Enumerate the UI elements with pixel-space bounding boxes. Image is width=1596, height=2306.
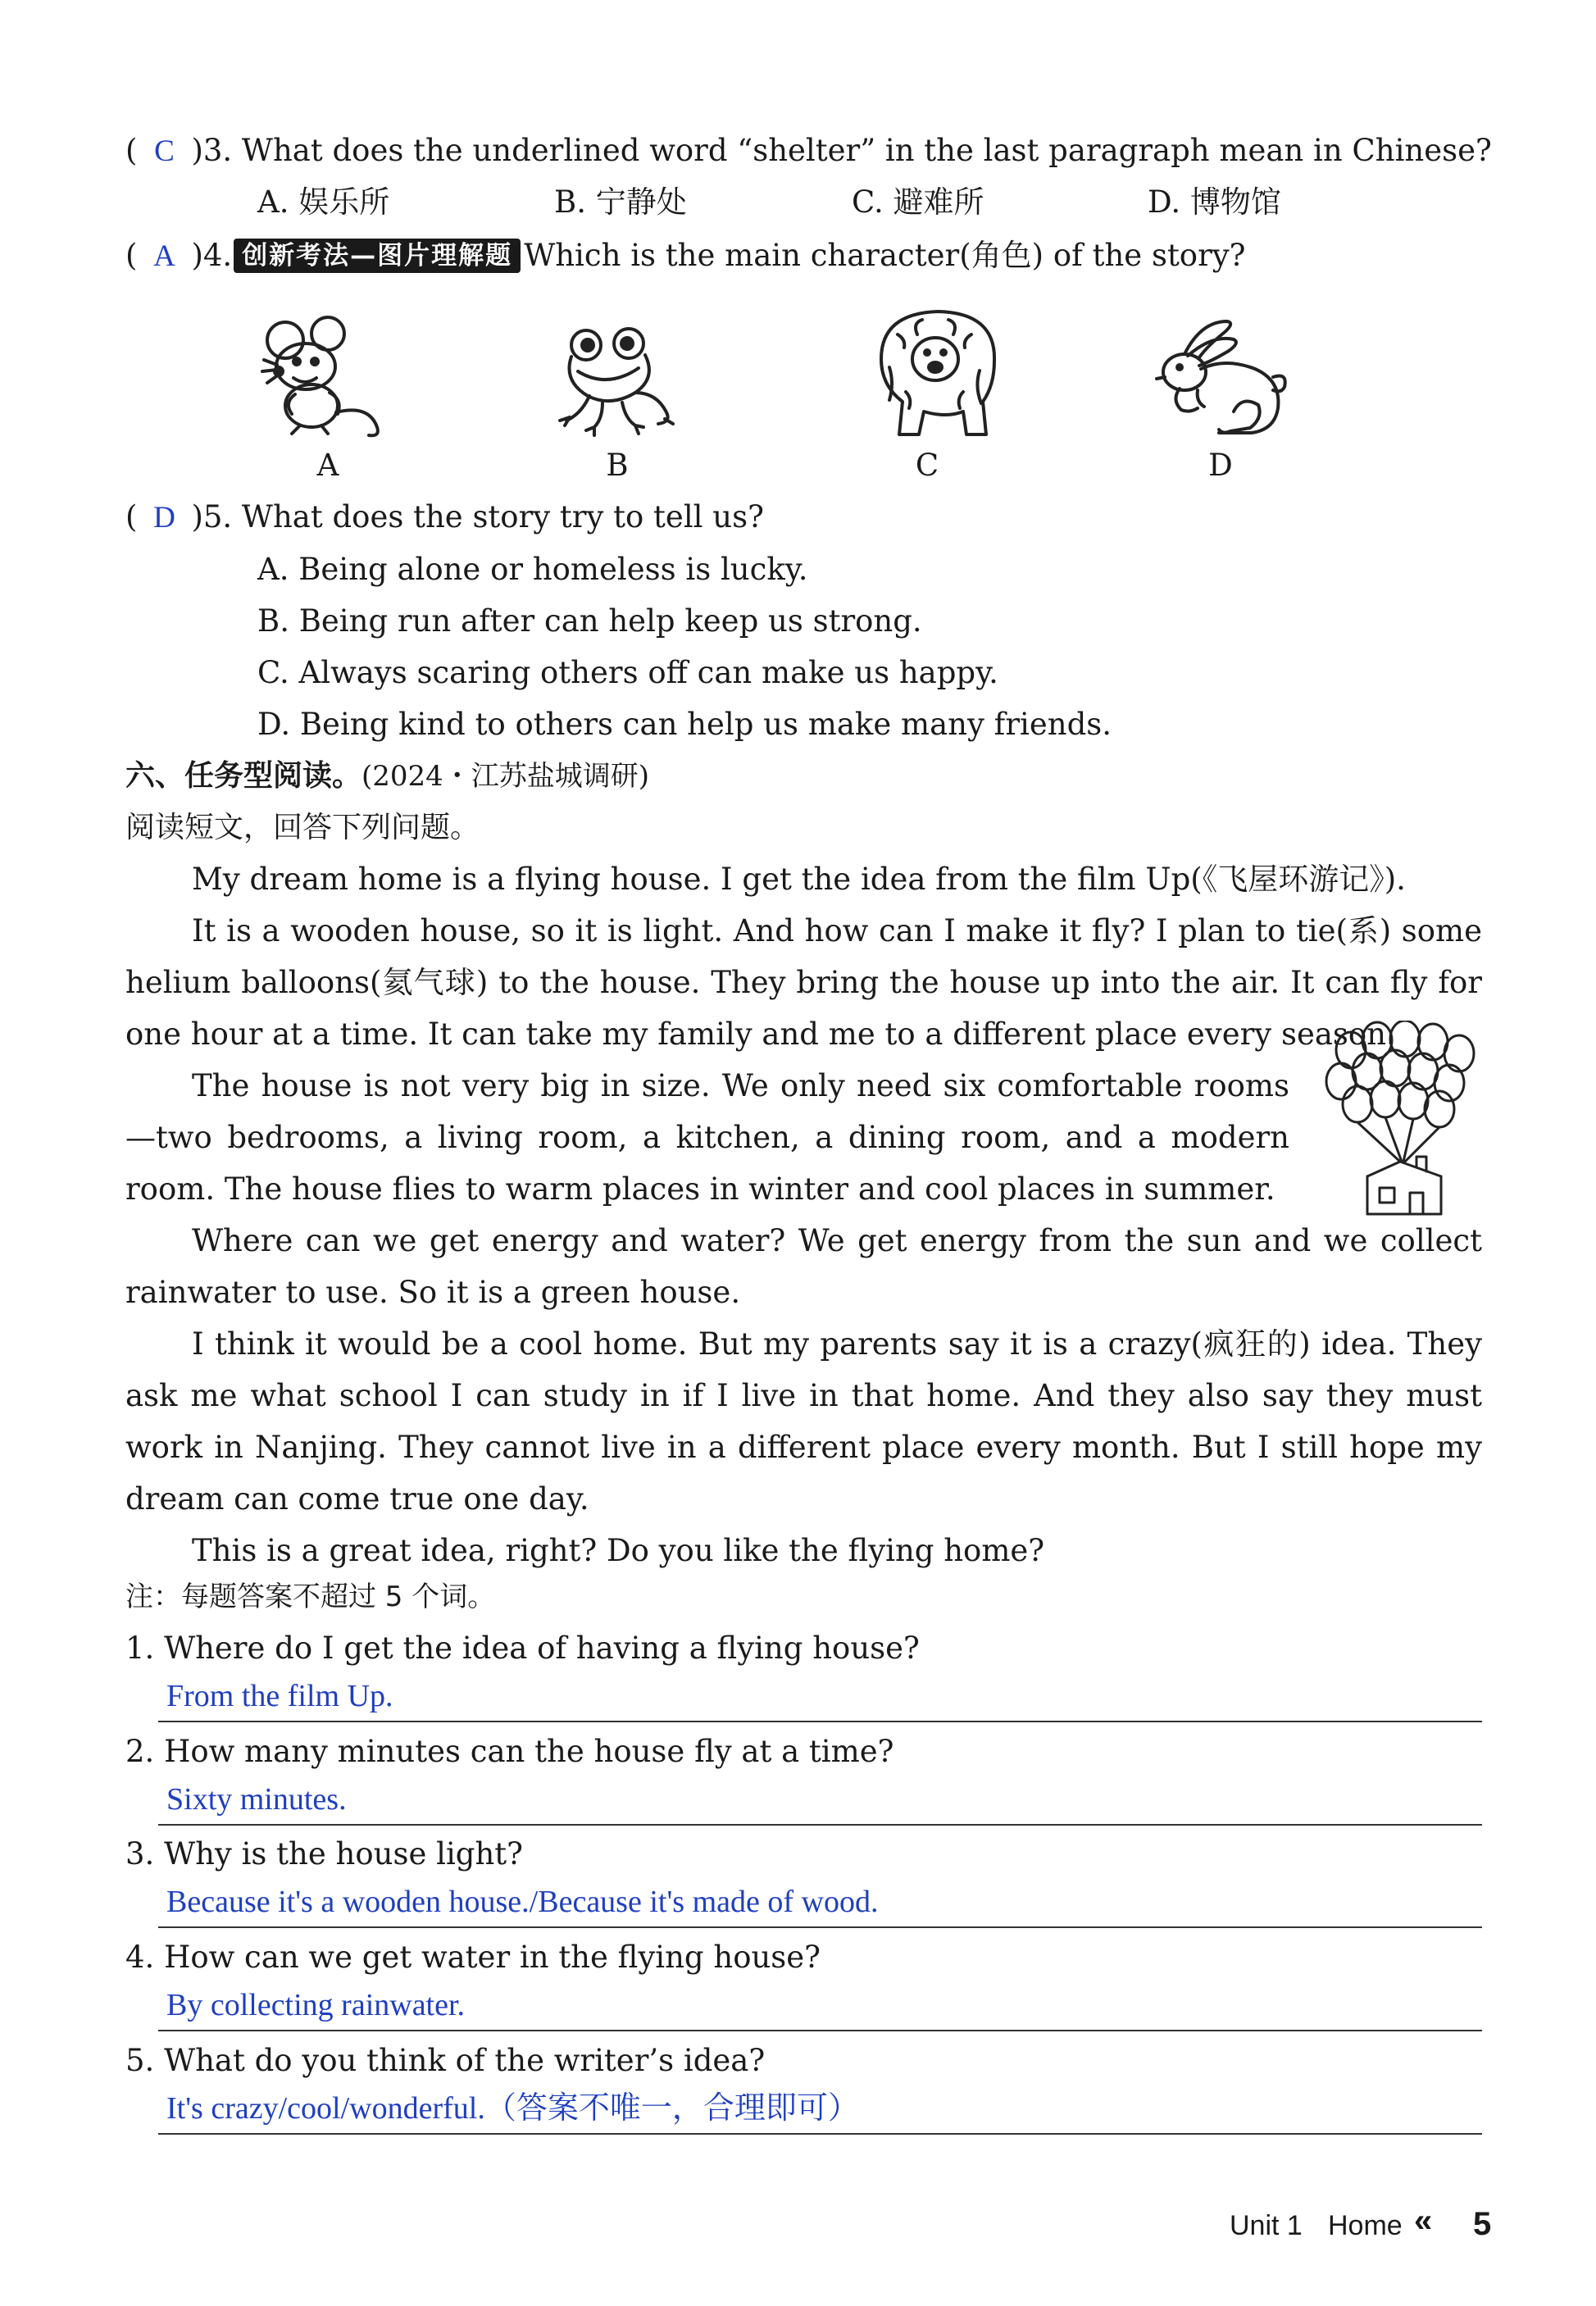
answer-line <box>158 2133 1482 2135</box>
footer-title: Home <box>1328 2210 1403 2241</box>
q3-option-c: C. 避难所 <box>852 184 984 220</box>
passage-paragraph-4: Where can we get energy and water? We get energy from the sun and we collect rainwater to use. So it is a green house. <box>125 1223 1482 1310</box>
q5-option-c: C. Always scaring others off can make us happy. <box>257 655 998 690</box>
passage-paragraph-3: The house is not very big in size. We only need six comfortable rooms—two bedrooms, a living room, a kitchen, a dining room, and a modern room. The house flies to warm places in winter and cool places in summer. <box>125 1068 1289 1207</box>
paren-open: ( <box>125 133 138 168</box>
answer-line <box>158 1721 1482 1722</box>
passage-paragraph-6: This is a great idea, right? Do you like the flying home? <box>192 1533 1045 1568</box>
task-question-1: 1. Where do I get the idea of having a flying house? <box>125 1631 920 1666</box>
question-5 <box>125 497 764 539</box>
bear-icon <box>865 302 1004 441</box>
task-answer-4: By collecting rainwater. <box>166 1988 466 2022</box>
task-answer-2: Sixty minutes. <box>166 1782 347 1817</box>
frog-icon <box>553 324 684 439</box>
passage-paragraph-1: My dream home is a flying house. I get the idea from the film Up(《飞屋环游记》). <box>192 862 1406 897</box>
task-question-3: 3. Why is the house light? <box>125 1836 523 1872</box>
q5-option-b: B. Being run after can help keep us strong. <box>257 603 922 639</box>
question-4-stem: Which is the main character(角色) of the story? <box>524 238 1246 273</box>
passage-paragraph-5: I think it would be a cool home. But my parents say it is a crazy(疯狂的) idea. They ask me what school I can study in if I live in that home. And they also say they must work in Nanjing. They cannot live in a different place every month. But I still hope my dream can come true one day. <box>125 1326 1482 1517</box>
task-question-2: 2. How many minutes can the house fly at a time? <box>125 1734 894 1769</box>
flying-house-icon <box>1318 1021 1490 1217</box>
answer-line <box>158 1824 1482 1826</box>
q5-option-d: D. Being kind to others can help us make many friends. <box>257 707 1112 742</box>
picture-label-b: B <box>606 448 629 483</box>
picture-label-c: C <box>915 448 939 483</box>
picture-label-d: D <box>1208 448 1233 483</box>
rabbit-icon <box>1152 320 1291 443</box>
answer-note: 注：每题答案不超过 5 个词。 <box>125 1581 496 1613</box>
footer-unit: Unit 1 <box>1230 2210 1303 2241</box>
answer-q4: A <box>153 239 175 273</box>
answer-line <box>158 1926 1482 1928</box>
task-answer-1: From the film Up. <box>166 1679 393 1713</box>
answer-q3: C <box>154 134 175 168</box>
picture-label-a: A <box>316 448 339 483</box>
answer-q5: D <box>153 501 175 534</box>
q3-option-b: B. 宁静处 <box>554 184 687 220</box>
paren-open: ( <box>125 499 138 534</box>
question-5-stem: )5. What does the story try to tell us? <box>191 499 764 534</box>
q3-option-a: A. 娱乐所 <box>257 184 390 220</box>
question-3 <box>125 130 1492 172</box>
paren-open: ( <box>125 238 138 273</box>
section-6-heading: 六、任务型阅读。 <box>125 759 362 793</box>
question-4-number: )4. <box>191 238 233 273</box>
section-6-source: (2024・江苏盐城调研) <box>361 760 650 793</box>
footer-arrows-icon: « <box>1414 2203 1433 2239</box>
question-4 <box>125 235 1246 277</box>
section-6-title <box>125 756 649 797</box>
task-question-5: 5. What do you think of the writer’s idea? <box>125 2043 766 2078</box>
task-answer-5: It's crazy/cool/wonderful.（答案不唯一，合理即可） <box>166 2091 859 2126</box>
answer-line <box>158 2030 1482 2031</box>
mouse-icon <box>261 316 392 439</box>
passage-paragraph-2: It is a wooden house, so it is light. And how can I make it fly? I plan to tie(系) some helium balloons(氦气球) to the house. They bring the house up into the air. It can fly for one hour at a time. It can take my family and me to a different place every season. <box>125 913 1482 1052</box>
innovation-badge: 创新考法—图片理解题 <box>234 239 521 273</box>
question-3-stem: )3. What does the underlined word “shelter” in the last paragraph mean in Chinese? <box>191 133 1492 168</box>
q5-option-a: A. Being alone or homeless is lucky. <box>257 552 808 587</box>
task-answer-3: Because it's a wooden house./Because it's made of wood. <box>166 1885 879 1919</box>
section-6-instruction: 阅读短文，回答下列问题。 <box>125 811 480 844</box>
page-number: 5 <box>1473 2206 1492 2242</box>
q3-option-d: D. 博物馆 <box>1148 184 1281 220</box>
task-question-4: 4. How can we get water in the flying house? <box>125 1940 821 1975</box>
